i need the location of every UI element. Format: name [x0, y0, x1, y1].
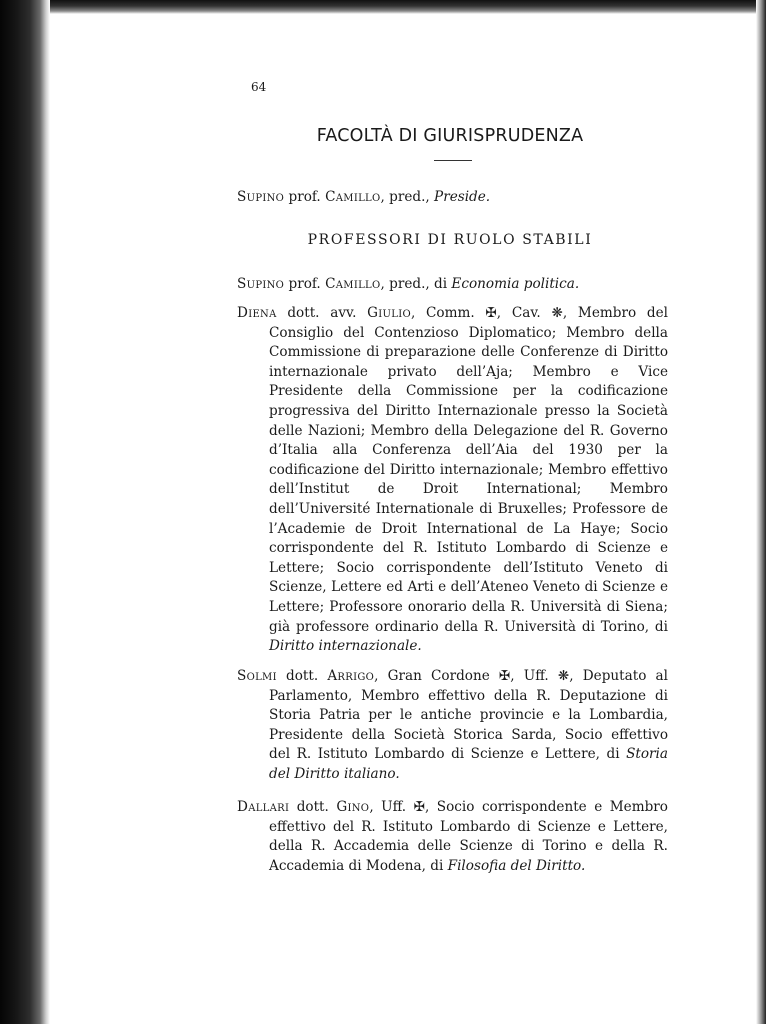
- professor-subject: Diritto internazionale.: [269, 638, 422, 655]
- professor-name: Giulio: [367, 305, 411, 321]
- scan-binding-edge: [0, 0, 50, 1024]
- professor-name: Camillo: [325, 276, 381, 292]
- professor-details: , Comm. ✠, Cav. ❋, Membro del Consiglio del Contenzioso Diplomatico; Membro della Commissione di preparazione delle Conferenze di Diritto internazionale privato dell’Aja; Membro e Vice Presidente della Commissione per la codificazione progressiva del Diritto Internazionale presso la Società delle Nazioni; Membro della Delegazione del R. Governo d’Italia alla Conferenza dell’Aia del 1930 per la codificazione del Diritto internazionale; Membro effettivo dell’Institut de Droit International; Membro dell’Université Internationale di Bruxelles; Professore de l’Academie de Droit International de La Haye; Socio corrispondente del R. Istituto Lombardo di Scienze e Lettere; Socio corrispondente dell’Istituto Veneto di Scienze, Lettere ed Arti e dell’Ateneo Veneto di Scienze e Lettere; Professore onorario della R. Università di Siena; già professore ordinario della R. Università di Torino, di: [269, 305, 668, 635]
- preside-role: Preside.: [434, 189, 491, 205]
- professor-title: dott. avv.: [276, 305, 368, 321]
- professor-surname: Solmi: [237, 668, 277, 684]
- preside-details: , pred.,: [380, 189, 435, 205]
- professor-subject: Storia del Diritto italiano.: [269, 746, 668, 782]
- professor-entry: [237, 798, 668, 876]
- professor-name: Arrigo: [327, 668, 375, 684]
- professor-surname: Dallari: [237, 799, 290, 815]
- page-number: 64: [251, 80, 267, 94]
- professor-entry: [237, 304, 668, 657]
- professor-entry: [237, 667, 668, 785]
- faculty-title: FACOLTÀ DI GIURISPRUDENZA: [316, 126, 584, 146]
- section-heading: PROFESSORI DI RUOLO STABILI: [307, 232, 593, 248]
- professor-entry: [237, 275, 668, 295]
- professor-details: , pred., di: [380, 276, 452, 292]
- professor-name: Gino: [336, 799, 370, 815]
- professor-title: dott.: [289, 799, 337, 815]
- professor-details: , Uff. ✠, Socio corrispondente e Membro effettivo del R. Istituto Lombardo di Scienze e Lettere, della R. Accademia delle Scienze di Torino e della R. Accademia di Modena, di: [269, 799, 668, 874]
- professor-title: dott.: [276, 668, 328, 684]
- title-divider: [434, 160, 472, 161]
- professor-subject: Economia politica.: [451, 276, 580, 292]
- professor-surname: Supino: [237, 276, 285, 292]
- preside-name: Camillo: [325, 189, 381, 205]
- professor-title: prof.: [284, 276, 326, 292]
- preside-entry: [237, 188, 667, 208]
- preside-title: prof.: [284, 189, 326, 205]
- professor-subject: Filosofia del Diritto.: [447, 857, 586, 874]
- preside-surname: Supino: [237, 189, 285, 205]
- scan-top-edge: [0, 0, 766, 14]
- professor-details: , Gran Cordone ✠, Uff. ❋, Deputato al Parlamento, Membro effettivo della R. Deputazione di Storia Patria per le antiche provincie e la Lombardia, Presidente della Società Storica Sarda, Socio effettivo del R. Istituto Lombardo di Scienze e Lettere, di: [269, 668, 669, 763]
- scan-right-edge: [756, 0, 766, 1024]
- professor-surname: Diena: [237, 305, 277, 321]
